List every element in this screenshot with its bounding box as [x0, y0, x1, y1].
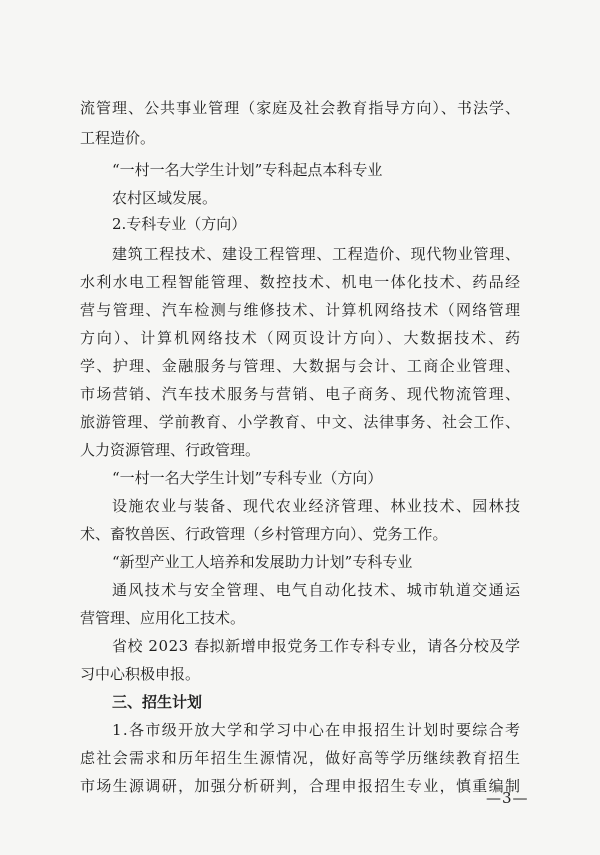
- body-text-line: 1.各市级开放大学和学习中心在申报招生计划时要综合考: [112, 721, 522, 739]
- body-text-line: 市场生源调研，加强分析研判，合理申报招生专业，慎重编制: [80, 777, 522, 795]
- body-text-line: “新型产业工人培养和发展助力计划”专科专业: [112, 553, 413, 571]
- body-text-line: 营与管理、汽车检测与维修技术、计算机网络技术（网络管理: [80, 301, 522, 319]
- body-text-line: 术、畜牧兽医、行政管理（乡村管理方向）、党务工作。: [80, 525, 448, 543]
- body-text-line: 农村区域发展。: [112, 189, 218, 207]
- body-text-line: 学、护理、金融服务与管理、大数据与会计、工商企业管理、: [80, 357, 522, 375]
- body-text-line: 虑社会需求和历年招生生源情况，做好高等学历继续教育招生: [80, 749, 522, 767]
- body-text-line: 省校 2023 春拟新增申报党务工作专科专业，请各分校及学: [112, 637, 521, 655]
- body-text-line: 通风技术与安全管理、电气自动化技术、城市轨道交通运: [112, 581, 522, 599]
- body-text-line: 市场营销、汽车技术服务与营销、电子商务、现代物流管理、: [80, 385, 522, 403]
- body-text-line: 流管理、公共事业管理（家庭及社会教育指导方向）、书法学、: [80, 99, 522, 117]
- section-heading: 三、招生计划: [112, 693, 203, 711]
- body-text-line: 2.专科专业（方向）: [112, 215, 247, 233]
- body-text-line: 工程造价。: [80, 129, 156, 147]
- body-text-line: “一村一名大学生计划”专科专业（方向）: [112, 469, 383, 487]
- body-text-line: 设施农业与装备、现代农业经济管理、林业技术、园林技: [112, 497, 522, 515]
- body-text-line: 营管理、应用化工技术。: [80, 609, 246, 627]
- body-text-line: 方向）、计算机网络技术（网页设计方向）、大数据技术、药: [80, 329, 522, 347]
- body-text-line: 建筑工程技术、建设工程管理、工程造价、现代物业管理、: [112, 245, 521, 263]
- body-text-line: 人力资源管理、行政管理。: [80, 441, 261, 459]
- body-text-line: 水利水电工程智能管理、数控技术、机电一体化技术、药品经: [80, 273, 522, 291]
- page-number: —3—: [486, 789, 529, 807]
- body-text-line: “一村一名大学生计划”专科起点本科专业: [112, 161, 383, 179]
- body-text-line: 旅游管理、学前教育、小学教育、中文、法律事务、社会工作、: [80, 413, 521, 431]
- body-text-line: 习中心积极申报。: [80, 665, 201, 683]
